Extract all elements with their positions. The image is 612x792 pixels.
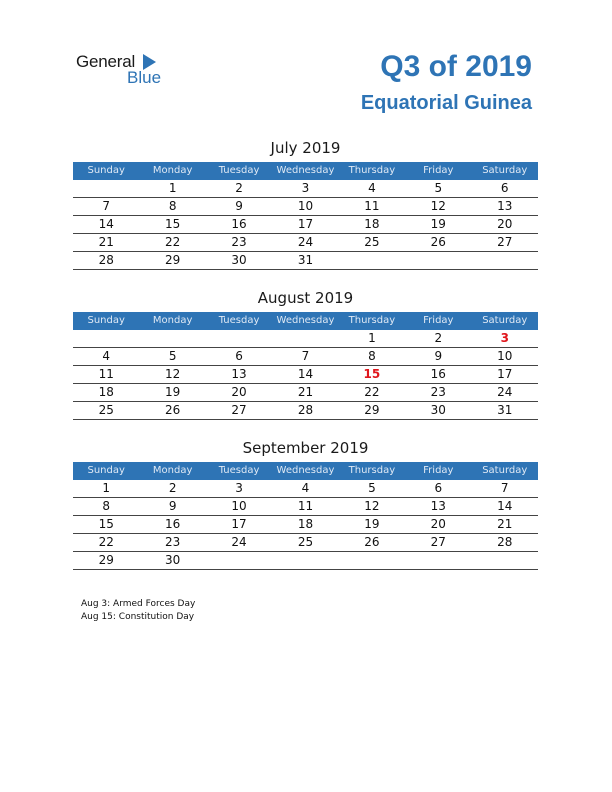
day-cell: 23: [164, 535, 181, 549]
holiday-notes: [81, 598, 195, 624]
day-cell: 16: [231, 217, 247, 231]
day-cell: 15: [164, 217, 181, 231]
day-cell: 8: [368, 349, 376, 363]
day-cell: 2: [434, 331, 443, 345]
week-row: [73, 348, 538, 366]
day-cell: 22: [98, 535, 114, 549]
weekday-label: Sunday: [87, 315, 125, 326]
day-cell: 26: [164, 403, 181, 417]
day-cell: 17: [497, 367, 513, 381]
day-cell: 19: [430, 217, 446, 231]
day-cell: 17: [231, 517, 247, 531]
day-cell: [272, 330, 338, 347]
day-cell: 24: [231, 535, 247, 549]
day-cell: 13: [497, 199, 513, 213]
day-cell: 6: [500, 181, 509, 195]
day-cell: 1: [168, 181, 177, 195]
day-cell: 29: [98, 553, 114, 567]
weekday-label: Saturday: [482, 465, 528, 476]
weekday-header: [73, 462, 538, 480]
day-cell: [73, 180, 139, 197]
day-cell: 26: [364, 535, 380, 549]
day-cell: 19: [164, 385, 181, 399]
day-cell: 7: [102, 199, 111, 213]
day-cell: 15: [98, 517, 114, 531]
day-cell: 22: [164, 235, 181, 249]
day-cell: 10: [297, 199, 314, 213]
logo: [76, 52, 176, 88]
day-cell: [206, 552, 272, 569]
day-cell: 23: [430, 385, 446, 399]
weekday-label: Wednesday: [276, 465, 335, 476]
week-row: [73, 480, 538, 498]
week-row: [73, 366, 538, 384]
day-cell: 5: [368, 481, 376, 495]
day-cell: 12: [164, 367, 181, 381]
day-cell: 11: [364, 199, 380, 213]
week-row: [73, 534, 538, 552]
week-row: [73, 252, 538, 270]
day-cell: 4: [102, 349, 111, 363]
day-cell: 29: [164, 253, 181, 267]
weekday-label: Thursday: [348, 465, 396, 476]
holiday-note: Aug 15: Constitution Day: [81, 612, 195, 622]
day-cell: 9: [168, 499, 177, 513]
day-cell: 11: [297, 499, 314, 513]
weekday-label: Wednesday: [276, 165, 335, 176]
weekday-label: Monday: [152, 165, 193, 176]
day-cell: 13: [430, 499, 446, 513]
month-title: August 2019: [257, 289, 354, 307]
weekday-label: Tuesday: [218, 465, 260, 476]
day-cell: 17: [297, 217, 314, 231]
day-cell: 7: [301, 349, 310, 363]
week-row: [73, 198, 538, 216]
day-cell: 27: [430, 535, 446, 549]
day-cell: 20: [231, 385, 247, 399]
week-row: [73, 402, 538, 420]
day-cell: 16: [430, 367, 446, 381]
day-cell: 15: [363, 367, 381, 381]
weekday-label: Wednesday: [276, 315, 335, 326]
holiday-note: Aug 3: Armed Forces Day: [81, 599, 196, 609]
day-cell: 18: [98, 385, 114, 399]
day-cell: 14: [497, 499, 513, 513]
day-cell: 22: [364, 385, 380, 399]
weekday-header: [73, 312, 538, 330]
day-cell: 20: [497, 217, 513, 231]
day-cell: 25: [98, 403, 114, 417]
calendar-july: [73, 138, 538, 270]
page-title: Q3 of 2019: [380, 50, 532, 83]
day-cell: 25: [364, 235, 380, 249]
day-cell: [73, 330, 139, 347]
day-cell: 23: [231, 235, 247, 249]
day-cell: 21: [98, 235, 114, 249]
day-cell: 18: [364, 217, 380, 231]
day-cell: 30: [430, 403, 446, 417]
day-cell: [206, 330, 272, 347]
day-cell: 6: [235, 349, 243, 363]
week-row: [73, 516, 538, 534]
week-row: [73, 234, 538, 252]
day-cell: 3: [235, 481, 243, 495]
weekday-label: Monday: [152, 315, 193, 326]
weekday-label: Thursday: [348, 315, 396, 326]
weekday-label: Sunday: [87, 465, 125, 476]
day-cell: 12: [430, 199, 446, 213]
weekday-label: Saturday: [482, 165, 528, 176]
weekday-label: Friday: [423, 465, 454, 476]
day-cell: 1: [102, 481, 111, 495]
day-cell: 5: [168, 349, 177, 363]
weekday-label: Tuesday: [218, 315, 260, 326]
day-cell: 10: [497, 349, 513, 363]
day-cell: 3: [500, 331, 509, 345]
weekday-label: Sunday: [87, 165, 125, 176]
logo-blue-text: Blue: [127, 68, 162, 87]
day-cell: 5: [434, 181, 443, 195]
day-cell: 31: [297, 253, 314, 267]
week-row: [73, 384, 538, 402]
day-cell: [339, 552, 405, 569]
day-cell: [472, 252, 538, 269]
weekday-label: Thursday: [348, 165, 396, 176]
day-cell: 28: [98, 253, 114, 267]
day-cell: 13: [231, 367, 247, 381]
weekday-label: Monday: [152, 465, 193, 476]
day-cell: 8: [102, 499, 111, 513]
day-cell: 21: [297, 385, 314, 399]
country-title: Equatorial Guinea: [360, 92, 532, 114]
day-cell: 20: [430, 517, 446, 531]
week-row: [73, 216, 538, 234]
weekday-label: Friday: [423, 315, 454, 326]
day-cell: 16: [164, 517, 181, 531]
day-cell: 29: [364, 403, 380, 417]
day-cell: 24: [497, 385, 513, 399]
day-cell: [272, 552, 338, 569]
month-title: July 2019: [270, 139, 341, 157]
month-title: September 2019: [242, 439, 369, 457]
day-cell: 6: [434, 481, 443, 495]
week-row: [73, 498, 538, 516]
day-cell: 2: [235, 181, 243, 195]
day-cell: [472, 552, 538, 569]
day-cell: 4: [301, 481, 310, 495]
calendar-september: [73, 438, 538, 570]
day-cell: 1: [368, 331, 376, 345]
calendar-august: [73, 288, 538, 420]
day-cell: 10: [231, 499, 247, 513]
week-row: [73, 180, 538, 198]
day-cell: 28: [497, 535, 513, 549]
day-cell: 14: [98, 217, 114, 231]
weekday-label: Tuesday: [218, 165, 260, 176]
day-cell: 28: [297, 403, 314, 417]
day-cell: [339, 252, 405, 269]
weekday-label: Saturday: [482, 315, 528, 326]
day-cell: 2: [168, 481, 177, 495]
day-cell: 3: [301, 181, 310, 195]
day-cell: 19: [364, 517, 380, 531]
day-cell: 9: [235, 199, 243, 213]
logo-general-text: General: [76, 52, 136, 71]
day-cell: 27: [231, 403, 247, 417]
day-cell: [139, 330, 205, 347]
week-row: [73, 330, 538, 348]
day-cell: 9: [434, 349, 443, 363]
day-cell: 11: [98, 367, 114, 381]
day-cell: 30: [164, 553, 181, 567]
week-row: [73, 552, 538, 570]
day-cell: 30: [231, 253, 247, 267]
day-cell: [405, 252, 471, 269]
day-cell: 27: [497, 235, 513, 249]
day-cell: 18: [297, 517, 314, 531]
day-cell: 21: [497, 517, 513, 531]
day-cell: 31: [497, 403, 513, 417]
weekday-label: Friday: [423, 165, 454, 176]
day-cell: 4: [368, 181, 376, 195]
day-cell: 7: [500, 481, 509, 495]
day-cell: 14: [297, 367, 314, 381]
day-cell: 26: [430, 235, 446, 249]
day-cell: 24: [297, 235, 314, 249]
day-cell: 8: [168, 199, 177, 213]
day-cell: [405, 552, 471, 569]
day-cell: 25: [297, 535, 314, 549]
day-cell: 12: [364, 499, 380, 513]
weekday-header: [73, 162, 538, 180]
